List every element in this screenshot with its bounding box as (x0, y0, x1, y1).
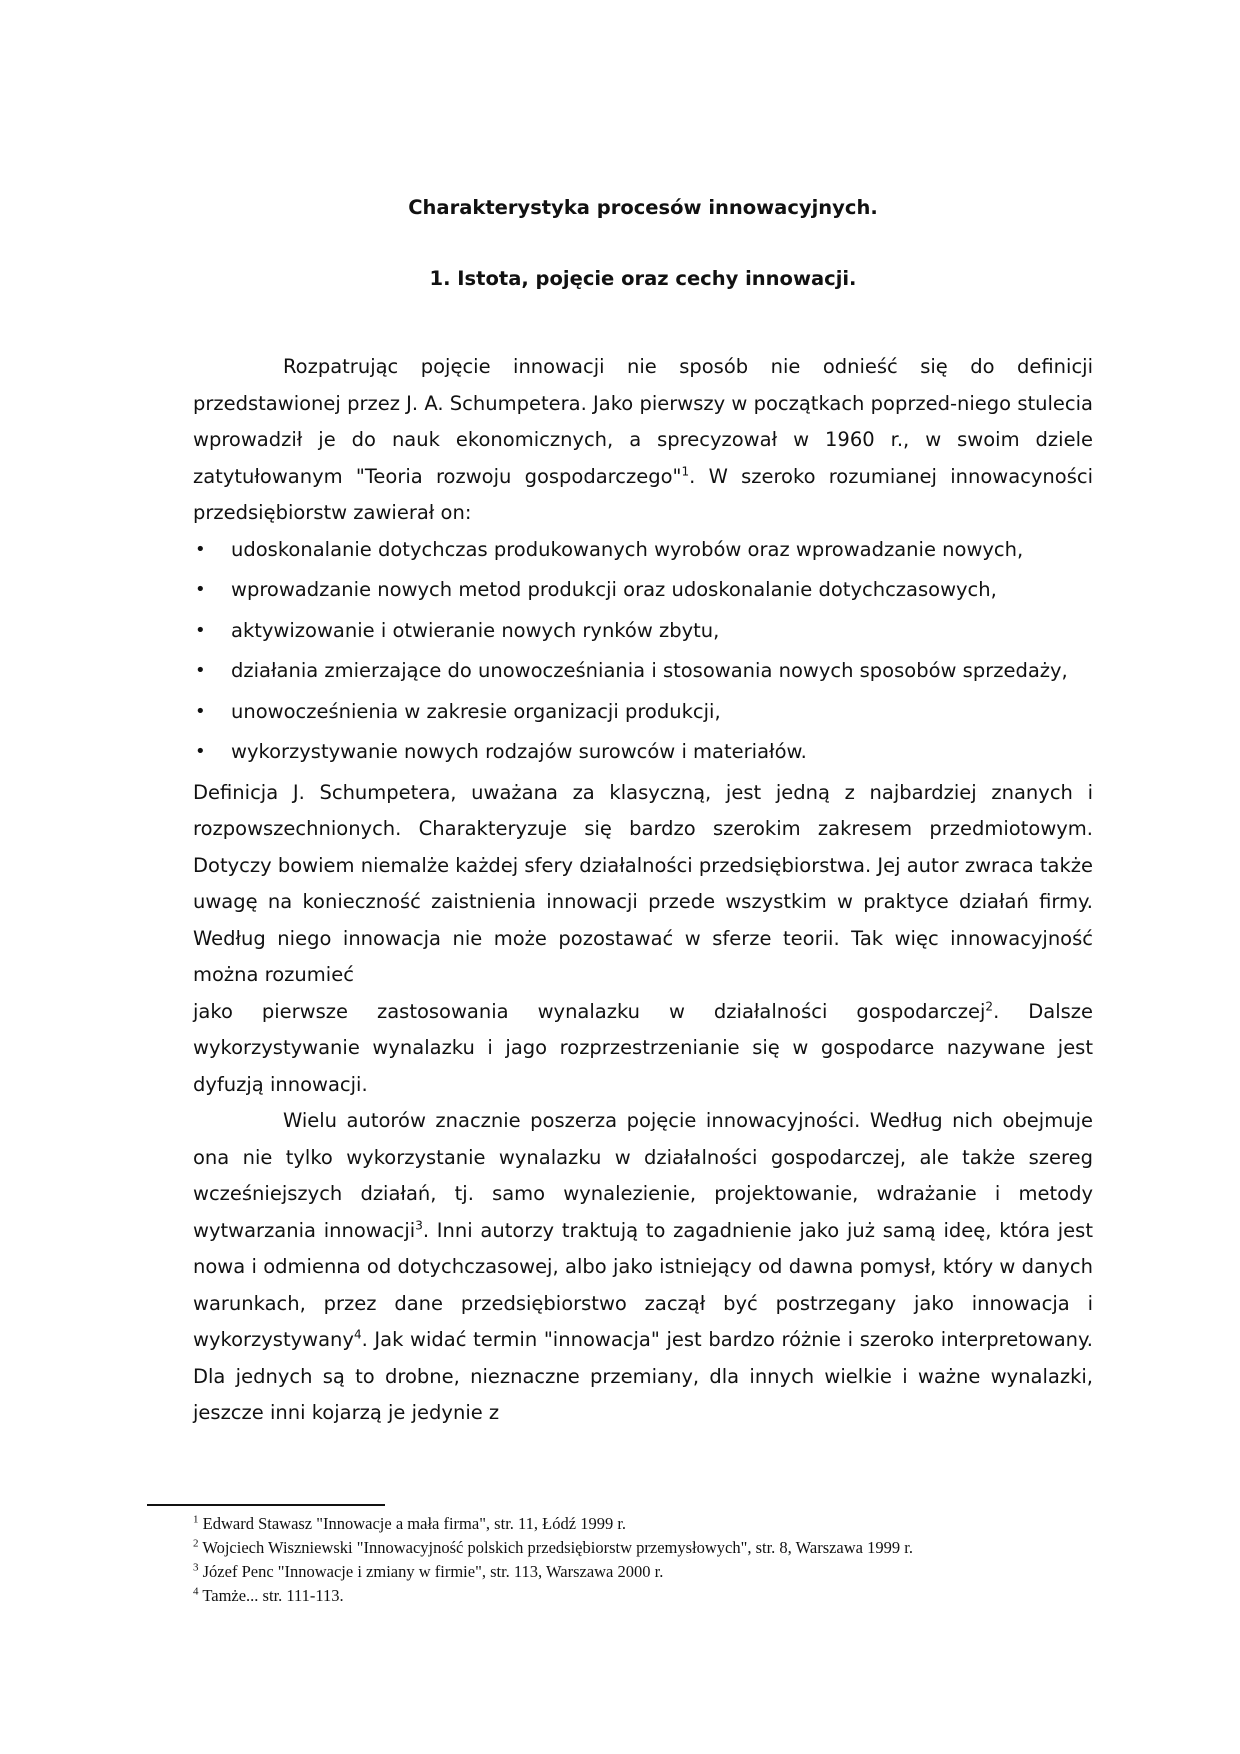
footnote-number: 4 (193, 1585, 199, 1598)
list-item-text: aktywizowanie i otwieranie nowych rynków zbytu, (231, 618, 720, 642)
footnotes (193, 1512, 1093, 1608)
bullet-icon: • (195, 579, 206, 600)
paragraph-2: Definicja J. Schumpetera, uważana za klasyczną, jest jedną z najbardziej znanych i rozpowszechnionych. Charakteryzuje się bardzo szerokim zakresem przedmiotowym. Dotyczy bowiem niemalże każdej sfery działalności przedsiębiorstwa. Jej autor zwraca także uwagę na konieczność zaistnienia innowacji przede wszystkim w praktyce działań firmy. Według niego innowacja nie może pozostawać w sferze teorii. Tak więc innowacyjność można rozumieć (193, 780, 1093, 986)
footnote-text: Wojciech Wiszniewski "Innowacyjność polskich przedsiębiorstw przemysłowych", str. 8, Warszawa 1999 r. (202, 1538, 913, 1557)
paragraph-1-text: Rozpatrując pojęcie innowacji nie sposób nie odnieść się do definicji przedstawionej przez J. A. Schumpetera. Jako pierwszy w początkach poprzed-niego stulecia wprowadził je do nauk ekonomicznych, a sprecyzował w 1960 r., w swoim dziele zatytułowanym "Teoria rozwoju gospodarczego" (193, 355, 1093, 488)
footnote-number: 1 (193, 1513, 199, 1526)
footnote-text: Edward Stawasz "Innowacje a mała firma", str. 11, Łódź 1999 r. (202, 1514, 627, 1533)
list-item-text: wykorzystywanie nowych rodzajów surowców i materiałów. (231, 740, 807, 763)
bullet-icon: • (195, 619, 206, 641)
paragraph-4 (193, 1103, 1093, 1432)
paragraph-4-text: Wielu autorów znacznie poszerza pojęcie innowacyjności. Według nich obejmuje ona nie tylko wykorzystanie wynalazku w działalności gospodarczej, ale także szereg wcześniejszych działań, tj. samo wynalezienie, projektowanie, wdrażanie i metody wytwarzania innowacji (193, 1109, 1093, 1242)
footnote (193, 1560, 1093, 1584)
footnote-text: Józef Penc "Innowacje i zmiany w firmie", str. 113, Warszawa 2000 r. (202, 1562, 664, 1581)
bullet-icon: • (195, 538, 206, 560)
paragraph-4-text: . Inni autorzy traktują to zagadnienie jako już samą ideę, która jest nowa i odmienna od dotychczasowej, albo jako istniejący od dawna pomysł, który w danych warunkach, przez dane przedsiębiorstwo zaczął być postrzegany jako innowacja i wykorzystywany (193, 1218, 1093, 1351)
footnote-text: Tamże... str. 111-113. (202, 1586, 344, 1605)
list-item-text: unowocześnienia w zakresie organizacji produkcji, (231, 699, 721, 723)
list-item-text: wprowadzanie nowych metod produkcji oraz udoskonalanie dotychczasowych, (231, 578, 997, 601)
list-item (193, 653, 1093, 690)
list-item-text: działania zmierzające do unowocześniania i stosowania nowych sposobów sprzedaży, (231, 659, 1068, 682)
paragraph-4-text: . Jak widać termin "innowacja" jest bardzo różnie i szeroko interpretowany. Dla jednych są to drobne, nieznaczne przemiany, dla innych wielkie i ważne wynalazki, jeszcze inni kojarzą je jedynie z (193, 1328, 1093, 1424)
footnote-ref-3[interactable]: 3 (415, 1218, 423, 1232)
paragraph-3 (193, 994, 1093, 1104)
list-item-text: udoskonalanie dotychczas produkowanych wyrobów oraz wprowadzanie nowych, (231, 537, 1024, 561)
bullet-icon: • (195, 660, 206, 681)
footnote-ref-2[interactable]: 2 (985, 999, 994, 1013)
bullet-icon: • (195, 700, 206, 722)
bullet-icon: • (195, 741, 206, 762)
footnote-separator (147, 1504, 385, 1506)
document-body (193, 190, 1093, 1432)
list-item (193, 532, 1093, 569)
list-item (193, 694, 1093, 731)
list-item (193, 734, 1093, 771)
list-item (193, 613, 1093, 650)
footnote (193, 1584, 1093, 1608)
paragraph-1 (193, 349, 1093, 532)
footnote (193, 1536, 1093, 1560)
section-heading: 1. Istota, pojęcie oraz cechy innowacji. (429, 266, 857, 290)
footnote-ref-4[interactable]: 4 (353, 1327, 362, 1342)
footnote-number: 3 (193, 1561, 199, 1574)
paragraph-1-tail: . W szeroko rozumianej innowacyności przedsiębiorstw zawierał on: (193, 464, 1094, 524)
paragraph-3-text: jako pierwsze zastosowania wynalazku w działalności gospodarczej (193, 999, 986, 1023)
footnote-number: 2 (193, 1537, 199, 1550)
bullet-list (193, 532, 1093, 771)
paragraph-3-tail: . Dalsze wykorzystywanie wynalazku i jago rozprzestrzenianie się w gospodarce nazywane jest dyfuzją innowacji. (193, 999, 1094, 1096)
footnote (193, 1512, 1093, 1536)
document-title: Charakterystyka procesów innowacyjnych. (408, 196, 878, 219)
list-item (193, 572, 1093, 609)
footnote-ref-1[interactable]: 1 (681, 464, 690, 478)
